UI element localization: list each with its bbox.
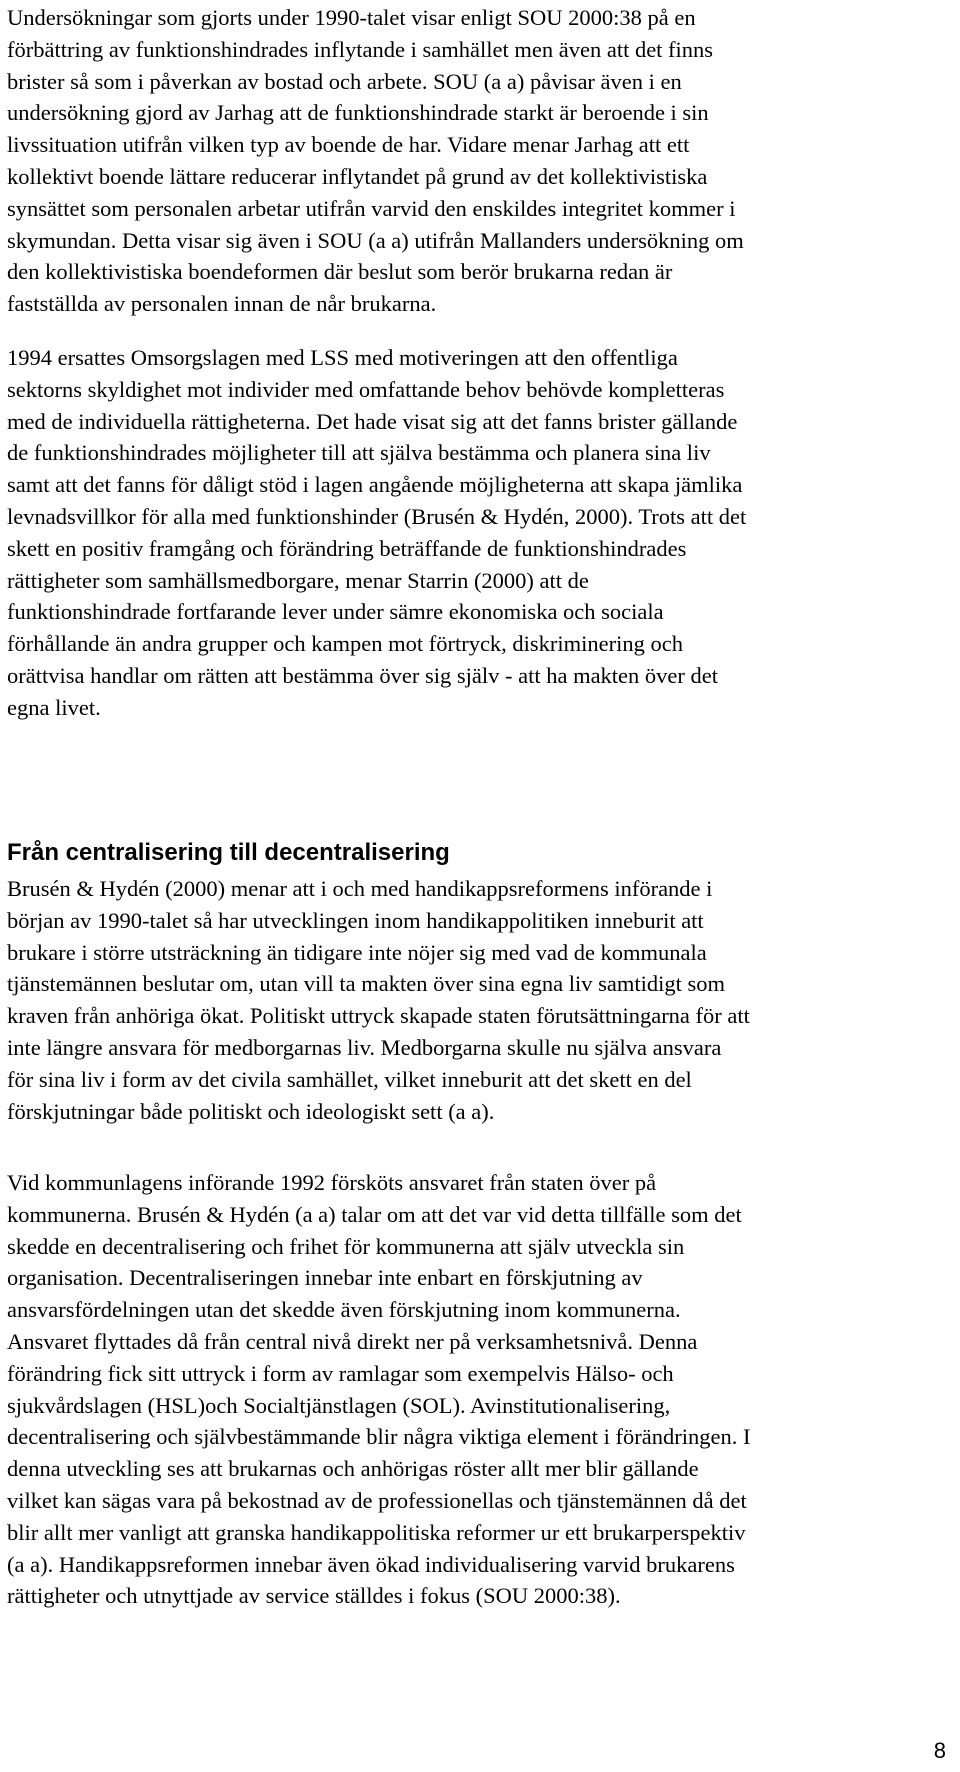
text-line: Ansvaret flyttades då från central nivå direkt ner på verksamhetsnivå. Denna: [7, 1328, 698, 1354]
text-line: 1994 ersattes Omsorgslagen med LSS med motiveringen att den offentliga: [7, 344, 678, 370]
text-line: orättvisa handlar om rätten att bestämma över sig själv - att ha makten över det: [7, 662, 719, 688]
text-line: skymundan. Detta visar sig även i SOU (a a) utifrån Mallanders undersökning om: [7, 227, 744, 253]
text-line: ansvarsfördelningen utan det skedde även förskjutning inom kommunerna.: [7, 1297, 681, 1323]
text-line: kraven från anhöriga ökat. Politiskt uttryck skapade staten förutsättningarna för att: [7, 1003, 750, 1029]
text-line: kommunerna. Brusén & Hydén (a a) talar om att det var vid detta tillfälle som det: [7, 1201, 742, 1227]
text-line: förhållande än andra grupper och kampen mot förtryck, diskriminering och: [7, 631, 684, 657]
text-line: förändring fick sitt uttryck i form av ramlagar som exempelvis Hälso- och: [7, 1360, 674, 1386]
text-line: samt att det fanns för dåligt stöd i lagen angående möjligheterna att skapa jämlika: [7, 472, 743, 498]
text-line: rättigheter som samhällsmedborgare, menar Starrin (2000) att de: [7, 567, 589, 593]
page-number: 8: [933, 1738, 946, 1763]
text-line: livssituation utifrån vilken typ av boende de har. Vidare menar Jarhag att ett: [7, 132, 690, 158]
text-line: brister så som i påverkan av bostad och arbete. SOU (a a) påvisar även i en: [7, 68, 682, 94]
text-line: egna livet.: [7, 694, 101, 720]
text-line: synsättet som personalen arbetar utifrån varvid den enskildes integritet kommer i: [7, 195, 736, 221]
text-line: inte längre ansvara för medborgarnas liv. Medborgarna skulle nu själva ansvara: [7, 1034, 722, 1060]
text-line: Brusén & Hydén (2000) menar att i och med handikappsreformens införande i: [7, 876, 713, 901]
paragraph-3: [7, 873, 750, 1127]
text-line: levnadsvillkor för alla med funktionshinder (Brusén & Hydén, 2000). Trots att det: [7, 503, 747, 529]
paragraph-2: [7, 342, 953, 724]
text-line: Vid kommunlagens införande 1992 försköts ansvaret från staten över på: [7, 1170, 657, 1195]
text-line: fastställda av personalen innan de når brukarna.: [7, 291, 437, 317]
text-line: sjukvårdslagen (HSL)och Socialtjänstlagen (SOL). Avinstitutionalisering,: [7, 1392, 671, 1418]
text-line: Undersökningar som gjorts under 1990-talet visar enligt SOU 2000:38 på en: [7, 5, 696, 30]
text-line: vilket kan sägas vara på bekostnad av de professionellas och tjänstemännen då det: [7, 1487, 747, 1513]
paragraph-1: [7, 2, 953, 320]
text-line: tjänstemännen beslutar om, utan vill ta makten över sina egna liv samtidigt som: [7, 971, 725, 997]
text-line: för sina liv i form av det civila samhället, vilket inneburit att det skett en del: [7, 1066, 692, 1092]
text-line: kollektivt boende lättare reducerar inflytandet på grund av det kollektivistiska: [7, 163, 708, 189]
text-line: undersökning gjord av Jarhag att de funktionshindrade starkt är beroende i sin: [7, 100, 709, 126]
text-line: sektorns skyldighet mot individer med omfattande behov behövde kompletteras: [7, 376, 725, 402]
text-line: brukare i större utsträckning än tidigare inte nöjer sig med vad de kommunala: [7, 939, 707, 965]
text-line: de funktionshindrades möjligheter till att själva bestämma och planera sina liv: [7, 440, 711, 466]
text-line: skedde en decentralisering och frihet för kommunerna att själv utveckla sin: [7, 1233, 685, 1259]
text-line: förbättring av funktionshindrades inflytande i samhället men även att det finns: [7, 36, 714, 62]
text-line: den kollektivistiska boendeformen där beslut som berör brukarna redan är: [7, 259, 673, 285]
text-line: denna utveckling ses att brukarnas och anhörigas röster allt mer blir gällande: [7, 1456, 699, 1482]
text-line: blir allt mer vanligt att granska handikappolitiska reformer ur ett brukarperspektiv: [7, 1519, 746, 1545]
text-line: skett en positiv framgång och förändring beträffande de funktionshindrades: [7, 535, 687, 561]
text-line: början av 1990-talet så har utvecklingen inom handikappolitiken inneburit att: [7, 907, 704, 933]
text-line: decentralisering och självbestämmande blir några viktiga element i förändringen. I: [7, 1424, 751, 1450]
text-line: organisation. Decentraliseringen innebar inte enbart en förskjutning av: [7, 1265, 643, 1291]
text-line: (a a). Handikappsreformen innebar även ökad individualisering varvid brukarens: [7, 1551, 735, 1577]
text-line: rättigheter och utnyttjade av service ställdes i fokus (SOU 2000:38).: [7, 1583, 621, 1609]
text-line: med de individuella rättigheterna. Det hade visat sig att det fanns brister gällande: [7, 408, 738, 434]
text-line: förskjutningar både politiskt och ideologiskt sett (a a).: [7, 1098, 495, 1124]
text-line: funktionshindrade fortfarande lever under sämre ekonomiska och sociala: [7, 599, 664, 625]
section-heading: Från centralisering till decentralisering: [7, 839, 450, 866]
document-page: [7, 0, 953, 1609]
paragraph-4: [7, 1167, 750, 1612]
